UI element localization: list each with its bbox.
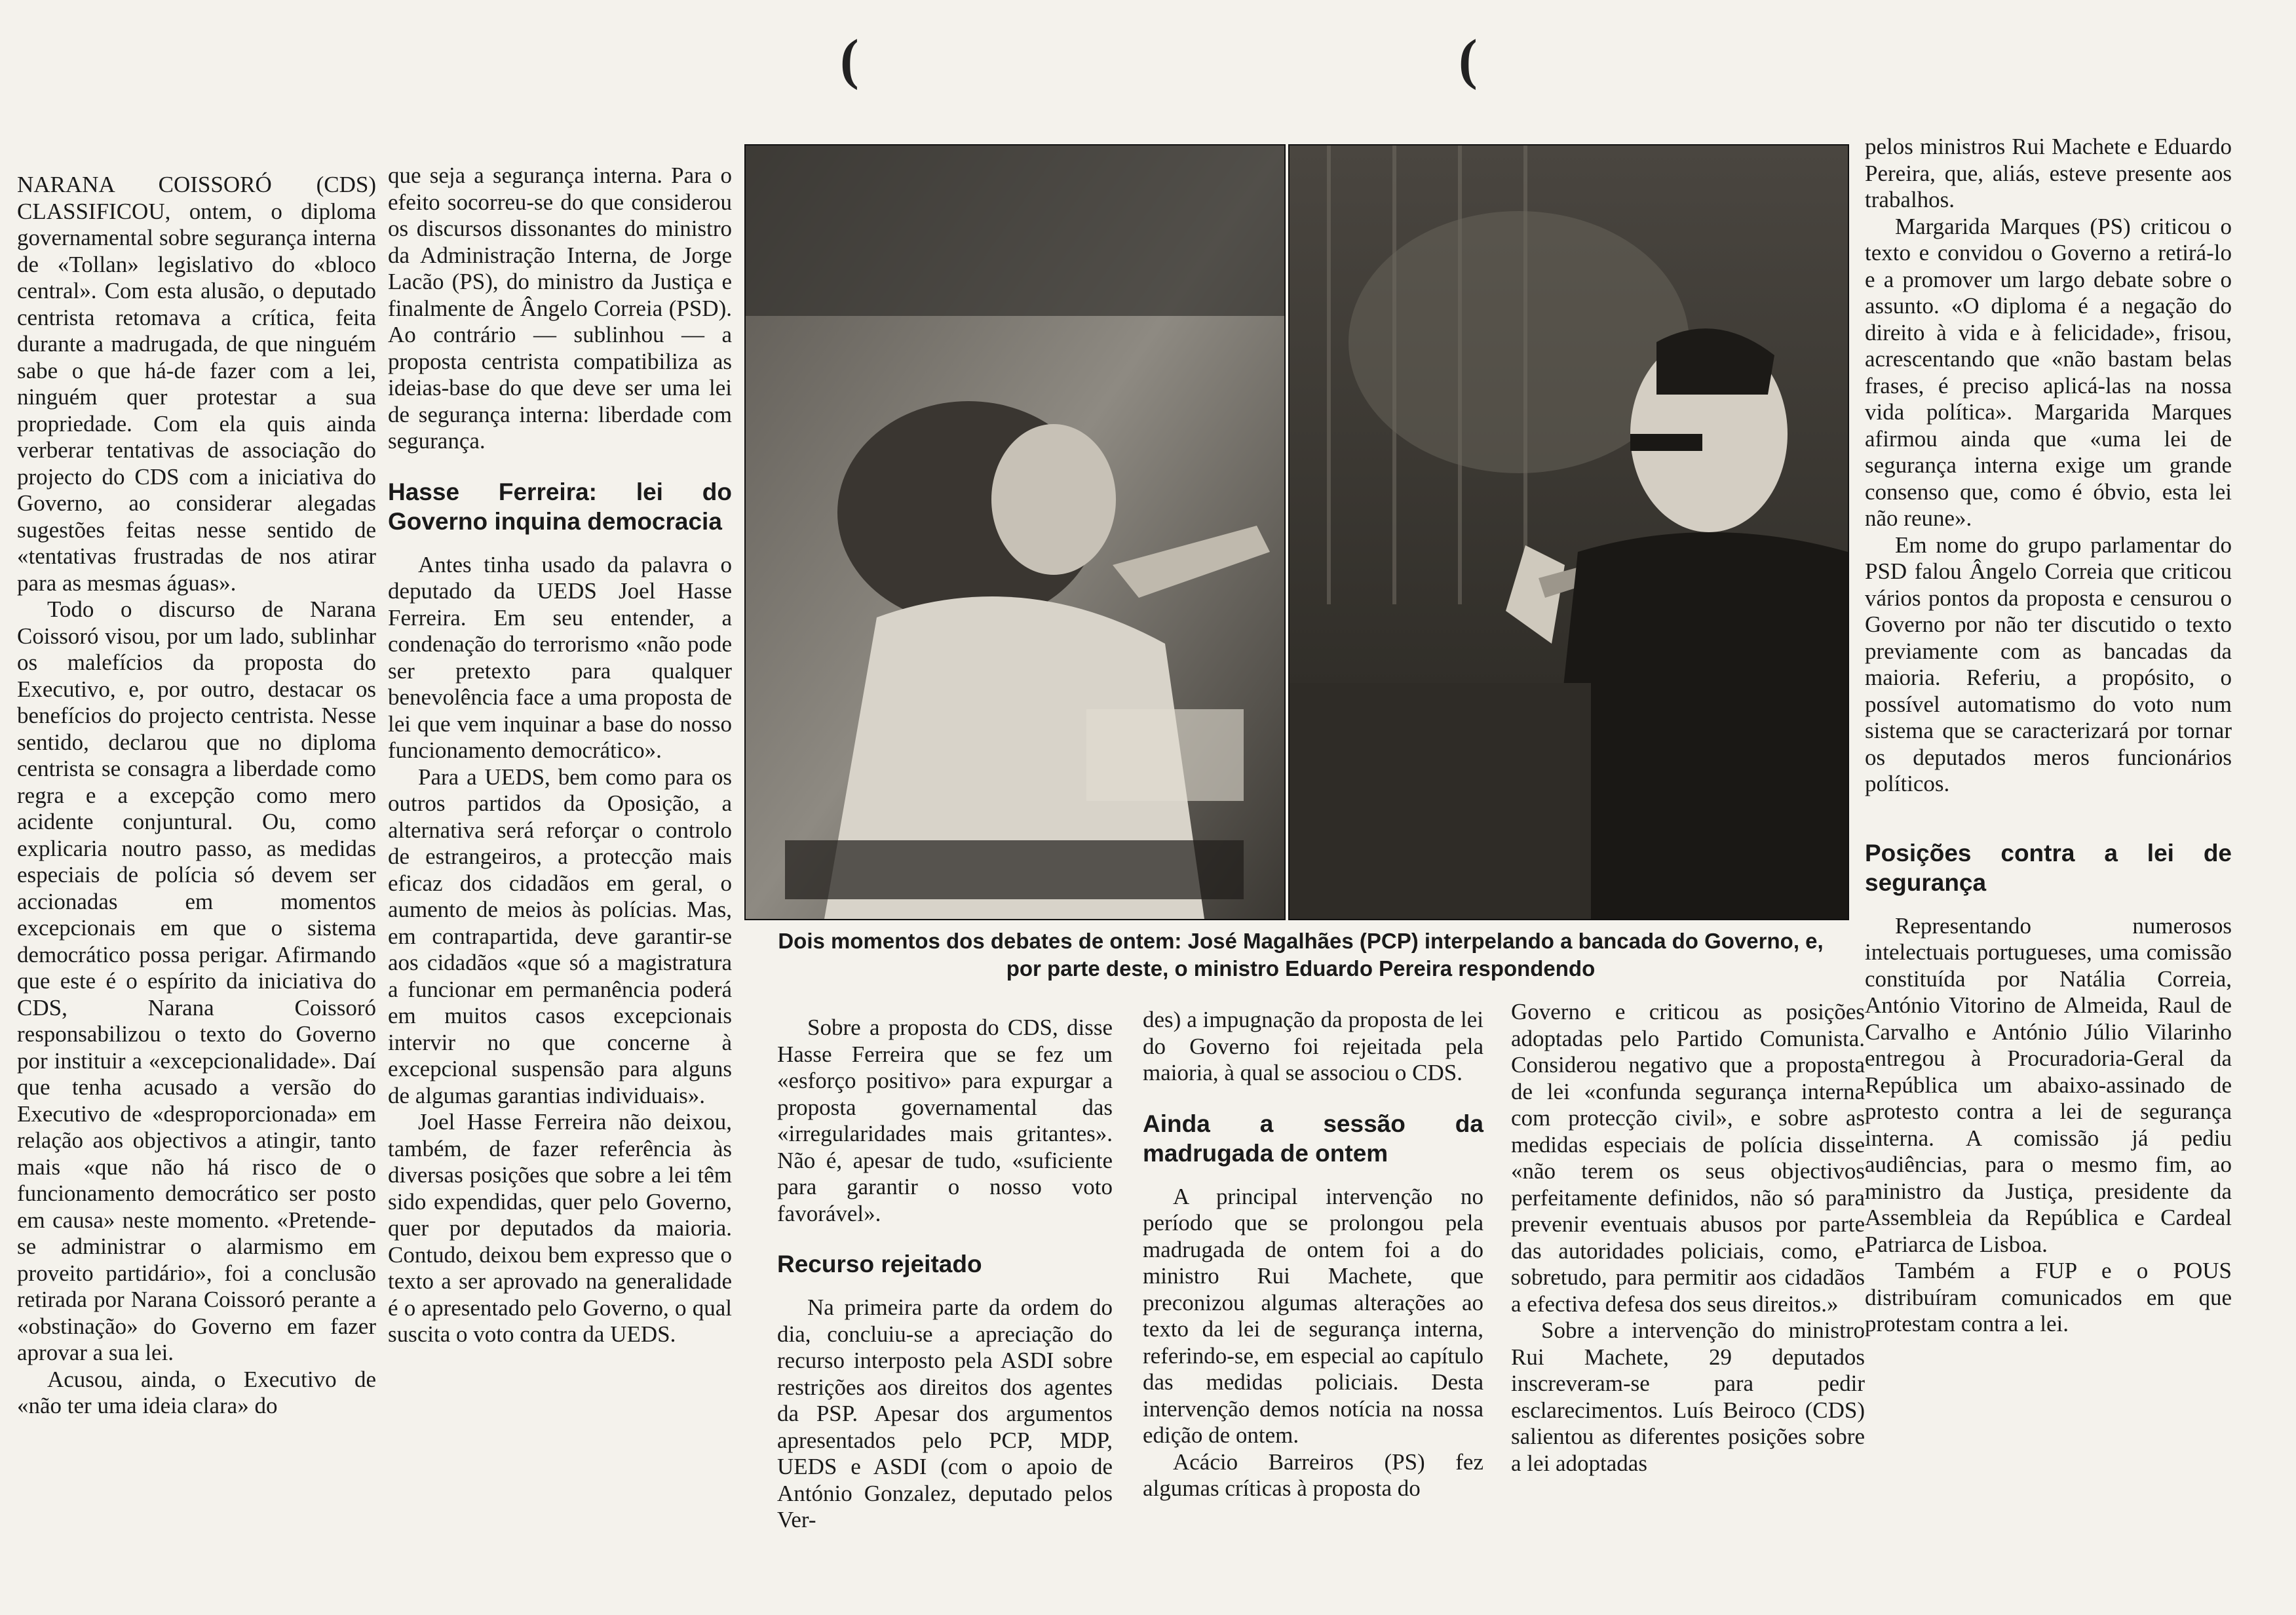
subheading: Hasse Ferreira: lei do Governo inquina democracia xyxy=(388,478,732,535)
paragraph: Em nome do grupo parlamentar do PSD falou Ângelo Correia que criticou vários pontos da proposta e censurou o Governo por não ter discutido o texto previamente com as bancadas da maioria. Referiu, a propósito, o possível automatismo do voto num sistema que se caracterizará por tornar os deputados meros funcionários políticos. xyxy=(1865,532,2232,796)
paragraph: Representando numerosos intelectuais portugueses, uma comissão constituída por Natália Correia, António Vitorino de Almeida, Raul de Carvalho e António Júlio Vilarinho entregou à Procuradoria-Geral da República um abaixo-assinado de protesto contra a lei de segurança interna. A comissão já pediu audiências, para o mesmo fim, ao ministro da Justiça, presidente da Assembleia da República e Cardeal Patriarca de Lisboa. xyxy=(1865,912,2232,1257)
paragraph: Governo e criticou as posições adoptadas pelo Partido Comunista. Considerou negativo que a proposta de lei «confunda segurança interna com protecção civil», e sobre as medidas especiais de polícia disse «não terem os seus objectivos perfeitamente definidos, não só para prevenir eventuais abusos por parte das autoridades policiais, como, e sobretudo, para permitir aos cidadãos a efectiva defesa dos seus direitos.» xyxy=(1511,999,1865,1317)
column-4 xyxy=(1143,1007,1483,1502)
paragraph: NARANA COISSORÓ (CDS) CLASSIFICOU, ontem, o diploma governamental sobre segurança interna de «Tollan» legislativo do «bloco central». Com esta alusão, o deputado centrista retomava a crítica, feita durante a madrugada, de que ninguém sabe o que há-de fazer com a lei, ninguém quer protestar a sua propriedade. Com ela quis ainda verberar tentativas de associação do projecto do CDS com a iniciativa do Governo, ao considerar alegadas sugestões feitas nesse sentido de «tentativas frustradas de nos atirar para as mesmas águas». xyxy=(17,172,376,596)
photo-caption: Dois momentos dos debates de ontem: José Magalhães (PCP) interpelando a bancada do Governo, e, por parte deste, o ministro Eduardo Pereira respondendo xyxy=(778,929,1824,981)
paragraph: des) a impugnação da proposta de lei do Governo foi rejeitada pela maioria, à qual se associou o CDS. xyxy=(1143,1007,1483,1085)
paragraph: Para a UEDS, bem como para os outros partidos da Oposição, a alternativa será reforçar o controlo de estrangeiros, a protecção mais eficaz dos cidadãos em geral, o aumento de meios às polícias. Mas, em contrapartida, deve garantir-se aos cidadãos «que só a magistratura a funcionar em permanência poderá em muitos casos excepcionais intervir no que concerne à excepcional suspensão para alguns de algumas garantias individuais». xyxy=(388,764,732,1108)
photo-right-image xyxy=(1290,146,1848,919)
paragraph: pelos ministros Rui Machete e Eduardo Pereira, que, aliás, esteve presente aos trabalhos. xyxy=(1865,134,2232,212)
paragraph: Sobre a intervenção do ministro Rui Machete, 29 deputados inscreveram-se para pedir esclarecimentos. Luís Beiroco (CDS) salientou as diferentes posições sobre a lei adoptadas xyxy=(1511,1317,1865,1476)
paragraph: Joel Hasse Ferreira não deixou, também, de fazer referência às diversas posições que sobre a lei têm sido expendidas, quer pelo Governo, quer por deputados da maioria. Contudo, deixou bem expresso que o texto a ser aprovado na generalidade é o apresentado pelo Governo, o qual suscita o voto contra da UEDS. xyxy=(388,1109,732,1347)
column-5 xyxy=(1511,999,1865,1477)
paragraph: Na primeira parte da ordem do dia, concluiu-se a apreciação do recurso interposto pela ASDI sobre restrições aos direitos dos agentes da PSP. Apesar dos argumentos apresentados pelo PCP, MDP, UEDS e ASDI (com o apoio de António Gonzalez, deputado pelos Ver- xyxy=(777,1294,1113,1532)
paragraph: Margarida Marques (PS) criticou o texto e convidou o Governo a retirá-lo e a promover um largo debate sobre o assunto. «O diploma é a negação do direito à vida e à felicidade», frisou, acrescentando que «não bastam belas frases, é preciso aplicá-las na nossa vida política». Margarida Marques afirmou ainda que «uma lei de segurança interna exige um grande consenso que, como é óbvio, esta lei não reune». xyxy=(1865,213,2232,531)
paragraph: Acácio Barreiros (PS) fez algumas críticas à proposta do xyxy=(1143,1449,1483,1501)
column-3 xyxy=(777,1015,1113,1534)
photo-right xyxy=(1288,144,1849,920)
column-2 xyxy=(388,163,732,1348)
paragraph: que seja a segurança interna. Para o efeito socorreu-se do que considerou os discursos dissonantes do ministro da Administração Interna, de Jorge Lacão (PS), do ministro da Justiça e finalmente de Ângelo Correia (PSD). Ao contrário — sublinhou — a proposta centrista compatibiliza as ideias-base do que deve ser uma lei de segurança interna: liberdade com segurança. xyxy=(388,163,732,454)
paragraph: Todo o discurso de Narana Coissoró visou, por um lado, sublinhar os malefícios da proposta do Executivo, e, por outro, destacar os benefícios do projecto centrista. Nesse sentido, declarou que no diploma centrista se consagra a liberdade como regra e a excepção como mero acidente conjuntural. Ou, como explicaria noutro passo, as medidas especiais de polícia só devem ser accionadas em momentos excepcionais em que o sistema democrático possa perigar. Afirmando que este é o espírito da iniciativa do CDS, Narana Coissoró responsabilizou o texto do Governo por instituir a «excepcionalidade». Daí que tenha acusado a versão do Executivo de «desproporcionada» em relação aos objectivos a atingir, tanto mais «que não há risco de o funcionamento democrático ser posto em causa» neste momento. «Pretende-se administrar o alarmismo em proveito partidário», foi a conclusão retirada por Narana Coissoró perante a «obstinação» do Governo em fazer aprovar a sua lei. xyxy=(17,596,376,1365)
paragraph: Também a FUP e o POUS distribuíram comunicados em que protestam contra a lei. xyxy=(1865,1258,2232,1336)
paragraph: Sobre a proposta do CDS, disse Hasse Ferreira que se fez um «esforço positivo» para expurgar a proposta governamental das «irregularidades mais gritantes». Não é, apesar de tudo, «suficiente para garantir o nosso voto favorável». xyxy=(777,1015,1113,1226)
paragraph: Antes tinha usado da palavra o deputado da UEDS Joel Hasse Ferreira. Em seu entender, a condenação do terrorismo «não pode ser pretexto para qualquer benevolência face a uma proposta de lei que vem inquinar a base do nosso funcionamento democrático». xyxy=(388,551,732,763)
bracket-mark-right: ( xyxy=(1459,28,1478,90)
paragraph: A principal intervenção no período que se prolongou pela madrugada de ontem foi a do ministro Rui Machete, que preconizou algumas alterações ao texto da lei de segurança interna, referindo-se, em especial ao capítulo das medidas policiais. Desta intervenção demos notícia na nossa edição de ontem. xyxy=(1143,1183,1483,1448)
column-6 xyxy=(1865,134,2232,1338)
bracket-mark-left: ( xyxy=(840,28,859,90)
paragraph: Acusou, ainda, o Executivo de «não ter uma ideia clara» do xyxy=(17,1366,376,1418)
photo-left-image xyxy=(746,146,1284,919)
subheading: Posições contra a lei de segurança xyxy=(1865,839,2232,896)
subheading: Recurso rejeitado xyxy=(777,1251,982,1277)
column-1 xyxy=(17,172,376,1420)
photo-left xyxy=(744,144,1286,920)
subheading: Ainda a sessão da madrugada de ontem xyxy=(1143,1110,1483,1167)
